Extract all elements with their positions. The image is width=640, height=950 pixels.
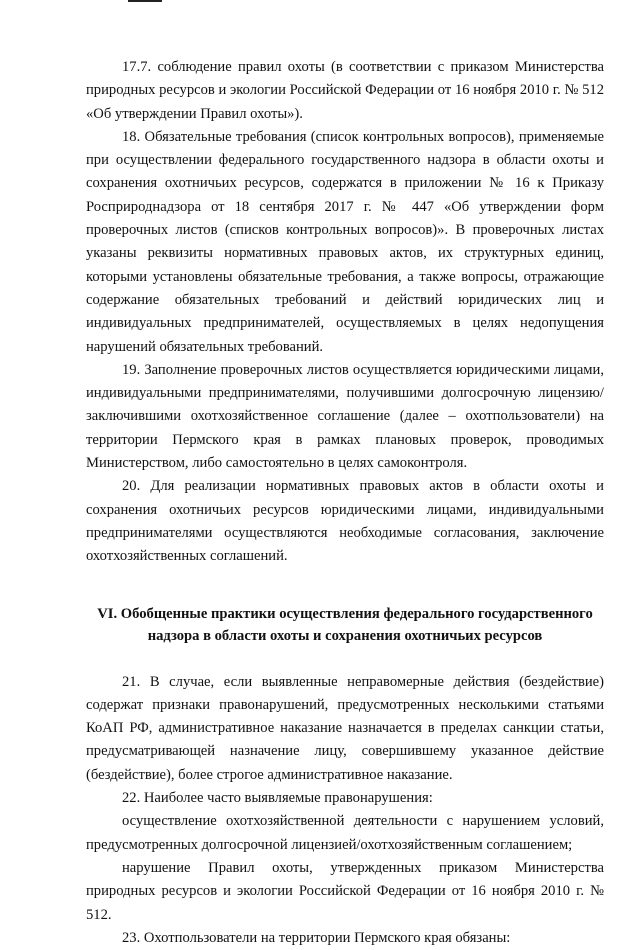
paragraph-20: 20. Для реализации нормативных правовых актов в области охоты и сохранения охотничьих ресурсов юридическими лицами, индивидуальными предпринимателями осуществляются необходимые согласования, заключение охотхозяйственных соглашений.: [86, 478, 604, 565]
paragraph-19: 19. Заполнение проверочных листов осуществляется юридическими лицами, индивидуальными предпринимателями, получившими долгосрочную лицензию/заключившими охотхозяйственное соглашение (далее – охотпользователи) на территории Пермского края в рамках плановых проверок, проводимых Министерством, либо самостоятельно в целях самоконтроля.: [86, 361, 604, 472]
paragraph-18: 18. Обязательные требования (список контрольных вопросов), применяемые при осуществлении федерального государственного надзора в области охоты и сохранения охотничьих ресурсов, содержатся в приложении № 16 к Приказу Росприроднадзора от 18 сентября 2017 г. № 447 «Об утверждении форм проверочных листов (списков контрольных вопросов)». В проверочных листах указаны реквизиты нормативных правовых актов, их структурных единиц, которыми установлены обязательные требования, а также вопросы, отражающие содержание обязательных требований и действий юридических лиц и индивидуальных предпринимателей, осуществляемых в целях недопущения нарушений обязательных требований.: [86, 128, 604, 355]
violation-item-1: осуществление охотхозяйственной деятельности с нарушением условий, предусмотренных долгосрочной лицензией/охотхозяйственным соглашением;: [86, 813, 604, 853]
paragraph-17-7: 17.7. соблюдение правил охоты (в соответствии с приказом Министерства природных ресурсов и экологии Российской Федерации от 16 ноября 2010 г. № 512 «Об утверждении Правил охоты»).: [86, 59, 604, 122]
paragraph-23: 23. Охотпользователи на территории Пермского края обязаны:: [122, 929, 511, 946]
paragraph-22: 22. Наиболее часто выявляемые правонарушения:: [122, 790, 433, 807]
violation-item-2: нарушение Правил охоты, утвержденных приказом Министерства природных ресурсов и экологии Российской Федерации от 16 ноября 2010 г. № 512.: [86, 859, 604, 923]
paragraph-21: 21. В случае, если выявленные неправомерные действия (бездействие) содержат признаки правонарушений, предусмотренных несколькими статьями КоАП РФ, административное наказание назначается в пределах санкции статьи, предусматривающей назначение лицу, совершившему указанное действие (бездействие), более строгое административное наказание.: [86, 673, 604, 783]
section-heading: VI. Обобщенные практики осуществления федерального государственного надзора в области охоты и сохранения охотничьих ресурсов: [97, 605, 593, 644]
scan-edge-mark: [128, 0, 162, 2]
document-page: [86, 56, 604, 950]
